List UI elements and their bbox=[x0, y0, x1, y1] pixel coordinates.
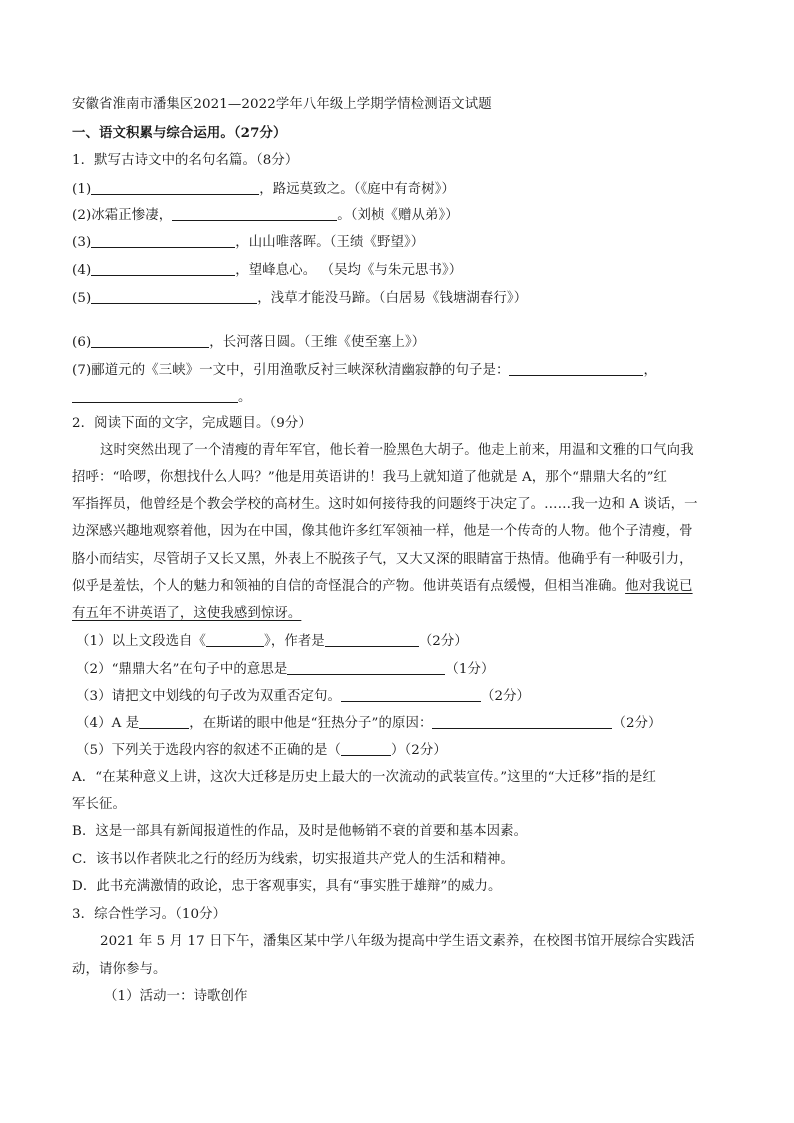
option-c[interactable]: C．该书以作者陕北之行的经历为线索，切实报道共产党人的生活和精神。 bbox=[72, 852, 515, 867]
q2-sub-4-text: （4）A 是 bbox=[76, 716, 140, 731]
answer-blank[interactable] bbox=[509, 361, 643, 376]
answer-blank[interactable] bbox=[91, 180, 259, 195]
option-d[interactable]: D．此书充满激情的政论，忠于客观事实，具有“事实胜于雄辩”的威力。 bbox=[72, 879, 502, 894]
exam-title: 安徽省淮南市潘集区2021—2022学年八年级上学期学情检测语文试题 bbox=[72, 97, 492, 112]
option-a[interactable]: A．“在某种意义上讲，这次大迁移是历史上最大的一次流动的武装宣传。”这里的“大迁移”指的是红 bbox=[72, 770, 656, 785]
q1-item-2-text: 。（刘桢《赠从弟》） bbox=[337, 208, 459, 223]
q2-sub-4-score: （2分） bbox=[612, 716, 662, 731]
passage-line bbox=[72, 578, 693, 596]
q1-item-7-comma: ， bbox=[643, 363, 657, 378]
passage-line bbox=[72, 605, 301, 623]
q2-sub-3 bbox=[76, 687, 530, 706]
q1-item-7 bbox=[72, 361, 657, 380]
q2-sub-1-text: （1）以上文段选自《 bbox=[76, 634, 207, 649]
q1-item-4 bbox=[72, 261, 462, 280]
passage-line: 胳小而结实，尽管胡子又长又黑，外表上不脱孩子气，又大又深的眼睛富于热情。他确乎有一种吸引力， bbox=[72, 552, 693, 567]
passage-line: 2021 年 5 月 17 日下午，潘集区某中学八年级为提高中学生语文素养，在校图书馆开展综合实践活 bbox=[100, 934, 695, 949]
q1-item-4-text: ，望峰息心。 （吴均《与朱元思书》） bbox=[235, 263, 463, 278]
q2-sub-2-text: （2）“鼎鼎大名”在句子中的意思是 bbox=[76, 662, 288, 677]
q1-item-6-text: ，长河落日圆。（王维《使至塞上》） bbox=[209, 335, 426, 350]
q1-item-7-text: (7)郦道元的《三峡》一文中，引用渔歌反衬三峡深秋清幽寂静的句子是： bbox=[72, 363, 510, 378]
underlined-sentence: 有五年不讲英语了，这使我感到惊讶。 bbox=[72, 606, 302, 621]
answer-blank[interactable] bbox=[432, 714, 612, 729]
answer-blank[interactable] bbox=[91, 261, 235, 276]
q1-item-7-period: 。 bbox=[238, 390, 252, 405]
answer-blank[interactable] bbox=[341, 741, 391, 756]
q1-item-1-num: (1) bbox=[72, 182, 92, 197]
q2-sub-5 bbox=[76, 741, 447, 760]
answer-blank[interactable] bbox=[172, 206, 337, 221]
option-b[interactable]: B．这是一部具有新闻报道性的作品，及时是他畅销不衰的首要和基本因素。 bbox=[72, 824, 528, 839]
answer-blank[interactable] bbox=[91, 289, 257, 304]
passage-line: 这时突然出现了一个清瘦的青年军官，他长着一脸黑色大胡子。他走上前来，用温和文雅的口气向我 bbox=[100, 443, 694, 458]
q2-sub-2 bbox=[76, 660, 494, 679]
answer-blank[interactable] bbox=[325, 632, 419, 647]
q1-item-5 bbox=[72, 289, 527, 308]
activity-1-heading: （1）活动一：诗歌创作 bbox=[104, 989, 248, 1004]
q1-item-3-num: (3) bbox=[72, 235, 92, 250]
q2-sub-1-text-b: 》，作者是 bbox=[264, 634, 325, 649]
q2-sub-3-text: （3）请把文中划线的句子改为双重否定句。 bbox=[76, 689, 341, 704]
q1-item-1 bbox=[72, 180, 455, 199]
q2-sub-1-score: （2分） bbox=[418, 634, 468, 649]
section-heading: 一、语文积累与综合运用。（27分） bbox=[72, 125, 287, 141]
option-a-cont: 军长征。 bbox=[72, 797, 126, 812]
q1-item-2 bbox=[72, 206, 459, 225]
question-1-stem: 1．默写古诗文中的名句名篇。（8分） bbox=[72, 153, 299, 168]
passage-line: 招呼：“哈啰，你想找什么人吗？”他是用英语讲的！我马上就知道了他就是 A，那个“鼎鼎大名的”红 bbox=[72, 470, 668, 485]
answer-blank[interactable] bbox=[341, 687, 481, 702]
underlined-sentence: 他对我说已 bbox=[625, 579, 693, 594]
q2-sub-1 bbox=[76, 632, 468, 651]
q1-item-5-text: ，浅草才能没马蹄。（白居易《钱塘湖春行》） bbox=[257, 291, 528, 306]
q1-item-1-text: ，路远莫致之。（《庭中有奇树》） bbox=[259, 182, 456, 197]
answer-blank[interactable] bbox=[287, 660, 445, 675]
answer-blank[interactable] bbox=[91, 233, 235, 248]
passage-line: 动，请你参与。 bbox=[72, 962, 167, 977]
q2-sub-4 bbox=[76, 714, 662, 733]
q2-sub-3-score: （2分） bbox=[480, 689, 531, 704]
q1-item-3 bbox=[72, 233, 424, 252]
question-2-stem: 2．阅读下面的文字，完成题目。（9分） bbox=[72, 416, 312, 431]
q1-item-3-text: ，山山唯落晖。（王绩《野望》） bbox=[235, 235, 425, 250]
answer-blank[interactable] bbox=[91, 333, 209, 348]
q1-item-5-num: (5) bbox=[72, 291, 92, 306]
q1-item-6-num: (6) bbox=[72, 335, 92, 350]
q2-sub-5-text: （5）下列关于选段内容的叙述不正确的是（ bbox=[76, 743, 341, 758]
passage-line: 边深感兴趣地观察着他，因为在中国，像其他许多红军领袖一样，他是一个传奇的人物。他个子清瘦，骨 bbox=[72, 524, 693, 539]
answer-blank[interactable] bbox=[72, 388, 238, 403]
q2-sub-4-text-b: ，在斯诺的眼中他是“狂热分子”的原因： bbox=[189, 716, 433, 731]
q2-sub-2-score: （1分） bbox=[445, 662, 495, 677]
passage-line: 军指挥员，他曾经是个教会学校的高材生。这时如何接待我的问题终于决定了。……我一边和 A 谈话，一 bbox=[72, 497, 698, 512]
q1-item-6 bbox=[72, 333, 425, 352]
passage-text: 似乎是羞怯，个人的魅力和领袖的自信的奇怪混合的产物。他讲英语有点缓慢，但相当准确。 bbox=[72, 579, 626, 594]
q1-item-2-num: (2)冰霜正惨凄， bbox=[72, 208, 173, 223]
answer-blank[interactable] bbox=[206, 632, 264, 647]
q2-sub-5-score: ）（2分） bbox=[390, 743, 447, 758]
question-3-stem: 3．综合性学习。（10分） bbox=[72, 907, 227, 922]
answer-blank[interactable] bbox=[139, 714, 189, 729]
q1-item-4-num: (4) bbox=[72, 263, 92, 278]
q1-item-7-cont bbox=[72, 388, 252, 407]
